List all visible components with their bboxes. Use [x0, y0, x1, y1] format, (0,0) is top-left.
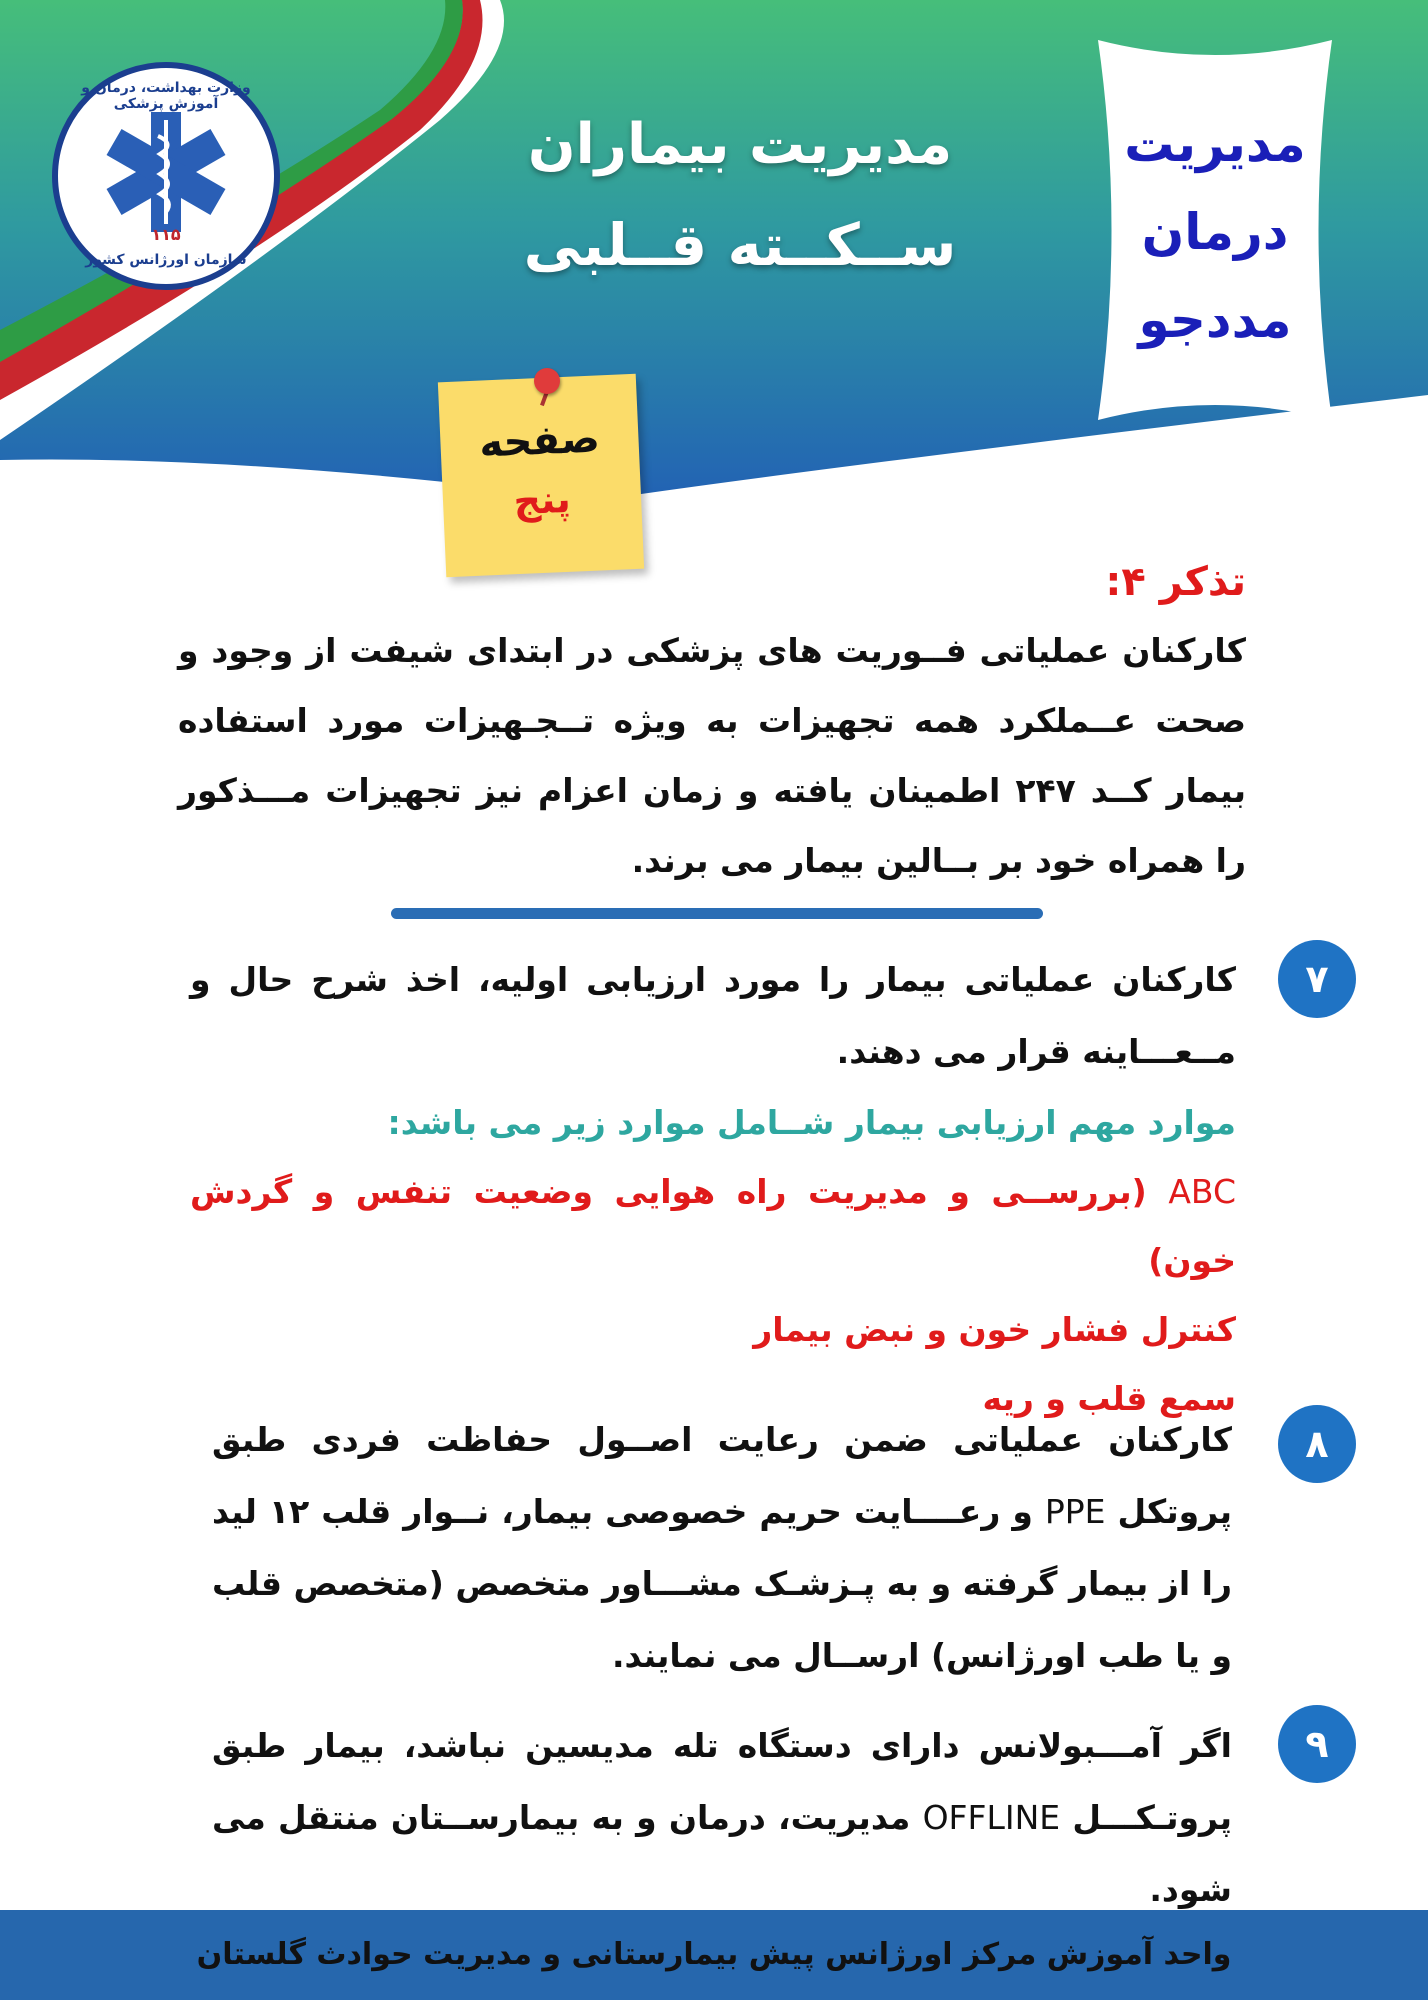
logo-number: ۱۱۵ — [151, 225, 181, 244]
badge-line2: درمان — [1141, 203, 1289, 261]
item-7-point-3: سمع قلب و ریه — [982, 1379, 1236, 1418]
section-divider — [391, 908, 1043, 919]
item-7-subtitle: موارد مهم ارزیابی بیمار شــامل موارد زیر می باشد: — [387, 1103, 1236, 1142]
topic-badge — [1090, 40, 1340, 420]
note-page-number: پنج — [512, 476, 572, 524]
item-7-point-abc — [190, 1157, 1236, 1295]
abc-label: ABC — [1168, 1172, 1236, 1211]
item-8 — [212, 1404, 1232, 1692]
badge-text — [1090, 100, 1340, 364]
item-9-text-b: مدیریت، درمان و به بیمارســتان منتقل می شود. — [212, 1798, 1232, 1909]
emergency-logo — [52, 62, 280, 290]
item-7-point-2: کنترل فشار خون و نبض بیمار — [753, 1310, 1236, 1349]
item-number-7: ۷ — [1278, 940, 1356, 1018]
push-pin-icon — [534, 368, 560, 394]
badge-line1: مدیریت — [1124, 115, 1306, 173]
item-number-9: ۹ — [1278, 1705, 1356, 1783]
footer-text: واحد آموزش مرکز اورژانس پیش بیمارستانی و مدیریت حوادث گلستان — [196, 1937, 1232, 1972]
item-number-8: ۸ — [1278, 1405, 1356, 1483]
abc-description: (بررســی و مدیریت راه هوایی وضعیت تنفس و گردش خون) — [190, 1172, 1236, 1280]
offline-label: OFFLINE — [922, 1798, 1061, 1837]
item-7 — [190, 944, 1236, 1433]
title-line1: مدیریت بیماران — [527, 112, 953, 177]
item-9-text-a: اگر آمـــبولانس دارای دستگاه تله مدیسین نباشد، بیمار طبق پروتـکـــل — [212, 1726, 1232, 1837]
logo-top-text: وزارت بهداشت، درمان و آموزش پزشکی — [81, 80, 251, 112]
footer-bar — [0, 1910, 1428, 2000]
logo-bottom-text: سازمان اورژانس کشور — [85, 252, 247, 268]
item-9 — [212, 1710, 1232, 1926]
title-line2: ســکــته قــلبی — [523, 211, 957, 279]
item-7-text: کارکنان عملیاتی بیمار را مورد ارزیابی اولیه، اخذ شرح حال و مــعـــاینه قرار می دهند. — [190, 960, 1236, 1071]
reminder-title: تذکر ۴: — [1105, 559, 1246, 605]
note-label: صفحه — [478, 415, 601, 467]
reminder-body: کارکنان عملیاتی فــوریت های پزشکی در ابتدای شیفت از وجود و صحت عــملکرد همه تجهیزات به ویژه تــجـهیزات مورد استفاده بیمار کــد ۲۴۷ اطمینان یافته و زمان اعزام نیز تجهیزات مـــذکور را همراه خود بر بــالین بیمار می برند. — [178, 631, 1246, 880]
item-8-text-b: و رعــــایت حریم خصوصی بیمار، نــوار قلب ۱۲ لید را از بیمار گرفته و به پـزشـک مشـــاور متخصص (متخصص قلب و یا طب اورژانس) ارســال می نمایند. — [212, 1492, 1232, 1675]
item-8-text-a: کارکنان عملیاتی ضمن رعایت اصــول حفاظت فردی طبق پروتکل — [212, 1420, 1233, 1531]
page-title — [500, 100, 980, 300]
ppe-label: PPE — [1044, 1492, 1106, 1531]
reminder-section — [178, 552, 1246, 896]
badge-line3: مددجو — [1138, 291, 1292, 349]
